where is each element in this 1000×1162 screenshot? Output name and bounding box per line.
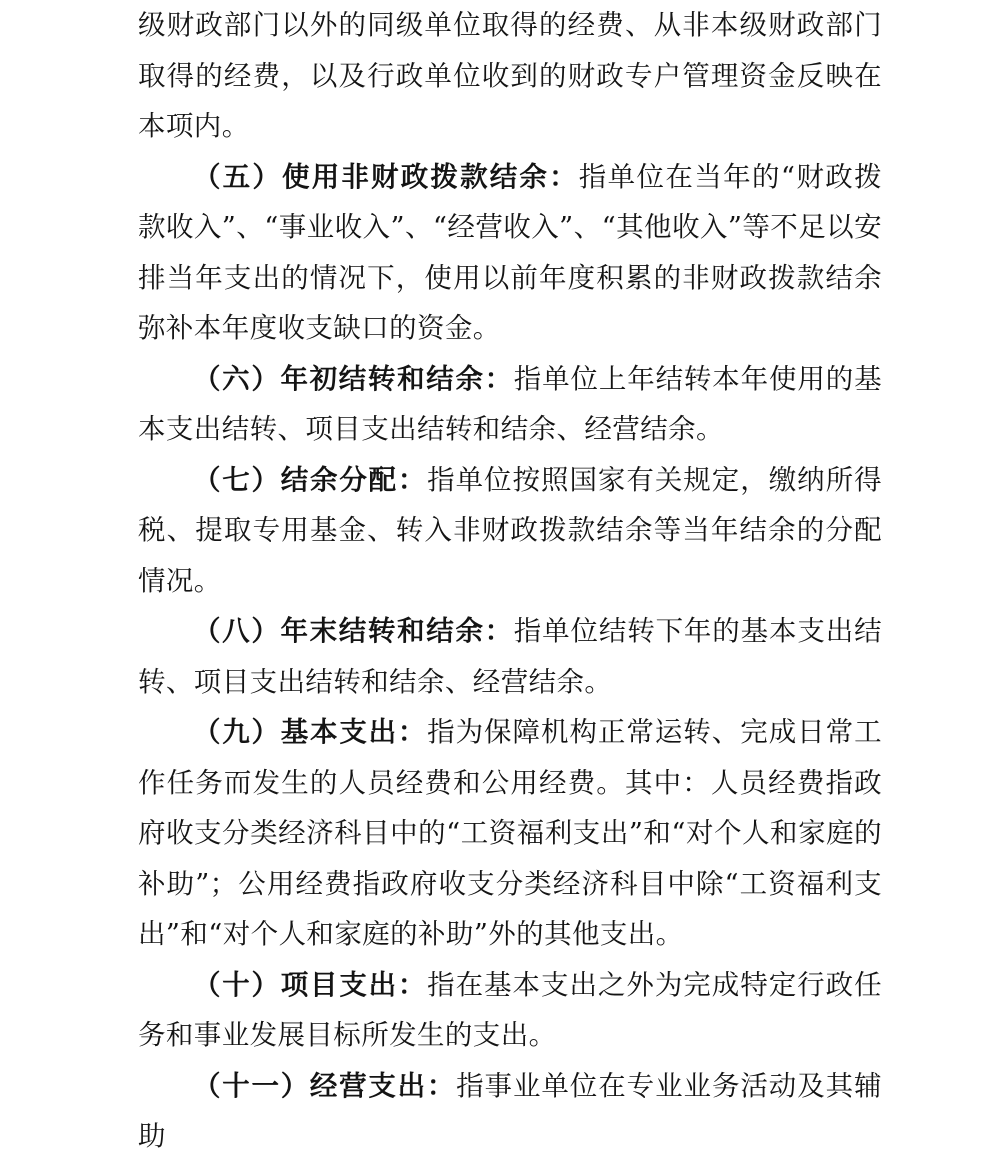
paragraph-item-5 xyxy=(138,152,882,354)
paragraph-item-8 xyxy=(138,606,882,707)
paragraph-item-10 xyxy=(138,960,882,1061)
paragraph-text-10: 指在基本支出之外为完成特定行政任务和事业发展目标所发生的支出。 xyxy=(138,968,882,1051)
term-label-8: （八）年末结转和结余： xyxy=(193,615,514,647)
term-label-6: （六）年初结转和结余： xyxy=(193,362,514,395)
term-label-5: （五）使用非财政拨款结余： xyxy=(193,160,579,193)
paragraph-item-6 xyxy=(138,354,882,455)
paragraph-continued xyxy=(138,0,882,152)
term-label-9: （九）基本支出： xyxy=(193,716,428,748)
document-body xyxy=(138,0,882,1162)
paragraph-item-7 xyxy=(138,455,882,607)
paragraph-text-9: 指为保障机构正常运转、完成日常工作任务而发生的人员经费和公用经费。其中：人员经费指政府收支分类经济科目中的“工资福利支出”和“对个人和家庭的补助”；公用经费指政府收支分类经济科目中除“工资福利支出”和“对个人和家庭的补助”外的其他支出。 xyxy=(138,716,882,950)
paragraph-text-8: 指单位结转下年的基本支出结转、项目支出结转和结余、经营结余。 xyxy=(138,615,882,698)
paragraph-item-9 xyxy=(138,707,882,960)
term-label-10: （十）项目支出： xyxy=(193,968,428,1001)
term-label-7: （七）结余分配： xyxy=(193,463,428,496)
paragraph-text-5: 指单位在当年的“财政拨款收入”、“事业收入”、“经营收入”、“其他收入”等不足以安排当年支出的情况下，使用以前年度积累的非财政拨款结余弥补本年度收支缺口的资金。 xyxy=(138,160,882,344)
term-label-11: （十一）经营支出： xyxy=(193,1069,457,1102)
paragraph-text-6: 指单位上年结转本年使用的基本支出结转、项目支出结转和结余、经营结余。 xyxy=(138,362,882,445)
paragraph-text-11: 指事业单位在专业业务活动及其辅助 xyxy=(138,1069,882,1152)
paragraph-text: 级财政部门以外的同级单位取得的经费、从非本级财政部门取得的经费，以及行政单位收到的财政专户管理资金反映在本项内。 xyxy=(138,9,882,142)
paragraph-text-7: 指单位按照国家有关规定，缴纳所得税、提取专用基金、转入非财政拨款结余等当年结余的分配情况。 xyxy=(138,463,882,597)
paragraph-item-11 xyxy=(138,1061,882,1162)
